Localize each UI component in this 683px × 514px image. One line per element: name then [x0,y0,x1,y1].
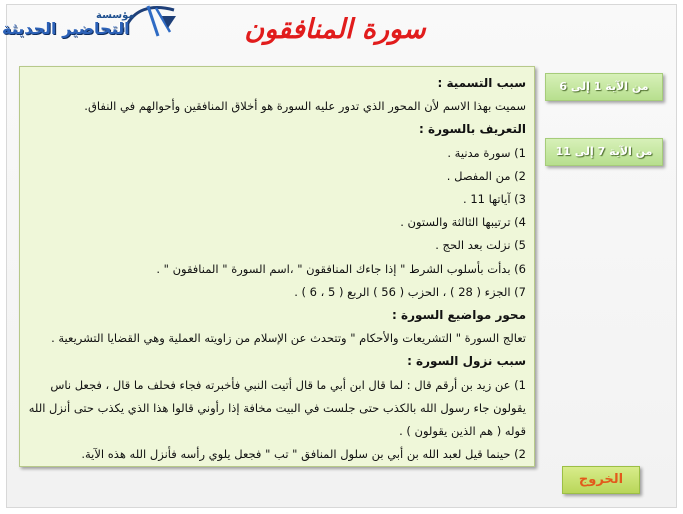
logo-big-text: التحاضير الحديثة [2,19,130,38]
definition-item: 5) نزلت بعد الحج . [435,238,526,253]
verses-7-to-11-button[interactable]: من الآية 7 إلى 11 [545,138,663,166]
verses-1-to-6-button[interactable]: من الآية 1 إلى 6 [545,73,663,101]
definition-item: 3) آياتها 11 . [463,192,526,207]
topics-axis-text: تعالج السورة " التشريعات والأحكام " وتتحدث عن الإسلام من زاويته العملية وهي القضايا التشريعية . [51,331,526,346]
heading-surah-definition: التعريف بالسورة : [419,122,526,137]
revelation-reason-text: يقولون جاء رسول الله بالكذب حتى جلست في البيت مخافة إذا رأوني قالوا هذا الذي يكذب حتى أنزل الله [28,400,526,415]
revelation-reason-text: 2) حينما قيل لعبد الله بن أبي بن سلول المنافق " تب " فجعل يلوي رأسه فأنزل الله هذه الآية. [81,447,526,462]
revelation-reason-text: قوله ( هم الذين يقولون ) . [399,424,526,439]
definition-item: 2) من المفصل . [446,168,526,183]
page-title: سورة المنافقون [244,14,426,45]
definition-item: 6) بدأت بأسلوب الشرط " إذا جاءك المنافقون " ،اسم السورة " المنافقون " . [156,261,526,276]
revelation-reason-text: 1) عن زيد بن أرقم قال : لما قال ابن أبي ما قال أتيت النبي فأخبرته فجاء فحلف ما قال ، فجعل ناس [50,377,526,392]
content-panel [19,66,535,467]
heading-naming-reason: سبب التسمية : [437,76,526,90]
heading-topics-axis: محور مواضيع السورة : [392,308,526,323]
definition-item: 4) ترتيبها الثالثة والستون . [400,215,526,230]
heading-revelation-reason: سبب نزول السورة : [407,354,526,369]
definition-item: 7) الجزء ( 28 ) ، الحزب ( 56 ) الربع ( 5 ، 6 ) . [294,284,526,299]
exit-button[interactable]: الخروج [562,466,640,494]
naming-reason-text: سميت بهذا الاسم لأن المحور الذي تدور عليه السورة هو أخلاق المنافقين وأحوالهم في النفاق. [84,99,526,114]
logo [0,0,182,44]
logo-small-text: مؤسسة [96,10,135,21]
definition-item: 1) سورة مدنية . [447,145,526,160]
